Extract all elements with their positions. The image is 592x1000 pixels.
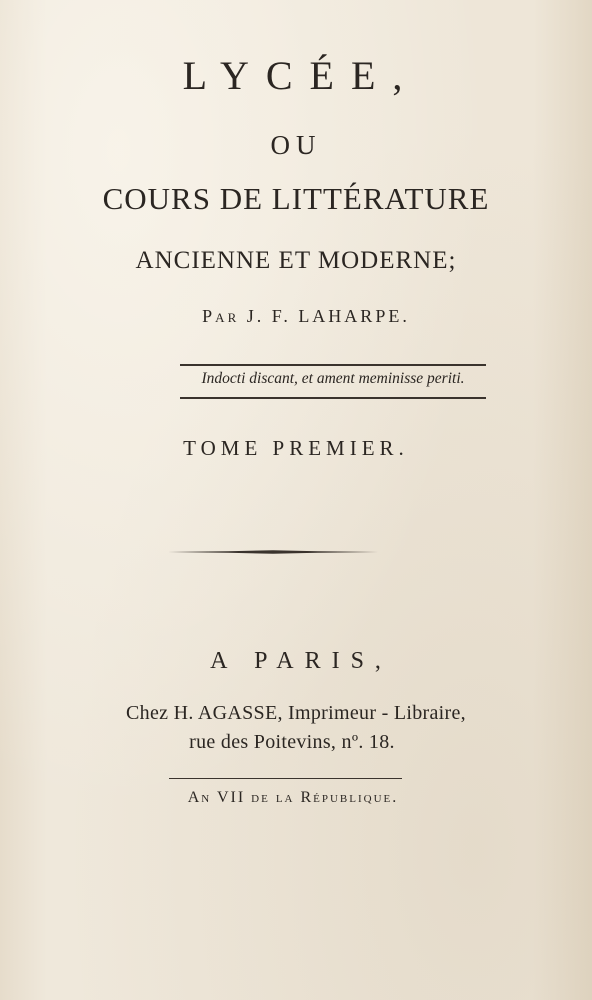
divider-ornament: [168, 549, 378, 555]
imprint-rule: [169, 778, 402, 779]
volume-label: TOME PREMIER.: [183, 436, 409, 460]
imprint-date: An VII de la République.: [187, 789, 399, 806]
epigraph-motto: Indocti discant, et ament meminisse periti.: [201, 370, 465, 387]
motto-rule-top: [180, 364, 486, 366]
subtitle-line-1: COURS DE LITTÉRATURE: [102, 181, 490, 216]
motto-rule-bottom: [180, 397, 486, 399]
book-title: LYCÉE,: [182, 53, 420, 98]
author-line: Par J. F. LAHARPE.: [202, 306, 410, 326]
imprint-publisher: Chez H. AGASSE, Imprimeur - Libraire,: [126, 702, 466, 724]
imprint-city: A PARIS,: [210, 648, 392, 674]
imprint-address: rue des Poitevins, nº. 18.: [189, 731, 395, 753]
title-conjunction: OU: [270, 130, 322, 160]
subtitle-line-2: ANCIENNE ET MODERNE;: [135, 247, 457, 274]
